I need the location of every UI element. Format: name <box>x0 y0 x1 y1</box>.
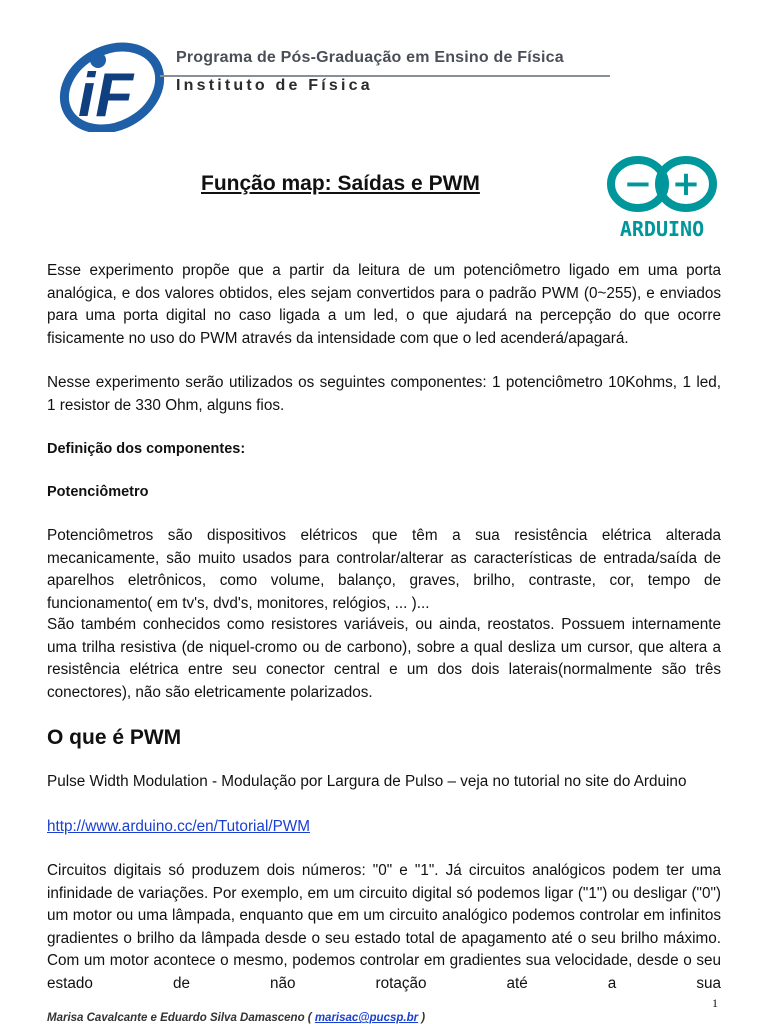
definitions-heading: Definição dos componentes: <box>47 441 246 457</box>
intro-paragraph: Esse experimento propõe que a partir da leitura de um potenciômetro ligado em uma porta analógica, e dos valores obtidos, eles sejam convertidos para o padrão PWM (0~255), e enviados para uma porta digital no caso ligada a um led, o que ajudará na percepção do que ocorre fisicamente no uso do PWM através da intensidade com que o led acenderá/apagará. <box>47 262 721 347</box>
program-name: Programa de Pós-Graduação em Ensino de Física <box>176 49 564 66</box>
potentiometer-paragraph-2: São também conhecidos como resistores variáveis, ou ainda, reostatos. Possuem internamente uma trilha resistiva (de niquel-cromo ou de carbono), sobre a qual desliza um cursor, que altera a resistência elétrica entre seu conector central e um dos dois laterais(normalmente são três conectores), não são eletricamente polarizados. <box>47 616 721 701</box>
footer-email-link[interactable]: marisac@pucsp.br <box>314 1012 419 1024</box>
pwm-tutorial-link[interactable]: http://www.arduino.cc/en/Tutorial/PWM <box>47 818 310 835</box>
arduino-logo <box>602 152 722 242</box>
potentiometer-paragraph-1: Potenciômetros são dispositivos elétricos que têm a sua resistência elétrica alterada mecanicamente, são muito usados para controlar/alterar as características de entrada/saída de aparelhos eletrônicos, como volume, balanço, graves, brilho, contraste, cor, tempo de funcionamento( em tv's, dvd's, monitores, relógios, ... )... <box>47 527 721 612</box>
pwm-heading: O que é PWM <box>47 726 182 749</box>
minus-icon: − <box>623 164 653 204</box>
document-title: Função map: Saídas e PWM <box>201 172 480 195</box>
pwm-paragraph: Circuitos digitais só produzem dois números: "0" e "1". Já circuitos analógicos podem ter uma infinidade de variações. Por exemplo, em um circuito digital só podemos ligar ("1") ou desligar ("0") um motor ou uma lâmpada, enquanto que em um circuito analógico podemos controlar em infinitos gradientes o brilho da lâmpada desde o seu estado total de apagamento até o seu brilho máximo. Com um motor acontece o mesmo, podemos controlar em gradientes sua velocidade, desde o seu estado de não rotação até a sua <box>47 862 721 992</box>
footer-credits <box>47 1012 425 1024</box>
institute-name: Instituto de Física <box>176 77 373 94</box>
potentiometer-heading: Potenciômetro <box>47 484 149 500</box>
pwm-link-line <box>47 816 721 839</box>
plus-icon: + <box>671 164 701 204</box>
pwm-intro: Pulse Width Modulation - Modulação por Largura de Pulso – veja no tutorial no site do Arduino <box>47 773 687 790</box>
arduino-logo-text: ARDUINO <box>619 217 705 241</box>
institute-logo <box>54 36 166 132</box>
footer-close: ) <box>421 1012 426 1024</box>
institute-logo-text: iF <box>78 61 134 130</box>
components-paragraph: Nesse experimento serão utilizados os seguintes componentes: 1 potenciômetro 10Kohms, 1 led, 1 resistor de 330 Ohm, alguns fios. <box>47 374 721 414</box>
footer-authors: Marisa Cavalcante e Eduardo Silva Damasceno ( <box>47 1012 312 1024</box>
page-number: 1 <box>712 996 718 1010</box>
